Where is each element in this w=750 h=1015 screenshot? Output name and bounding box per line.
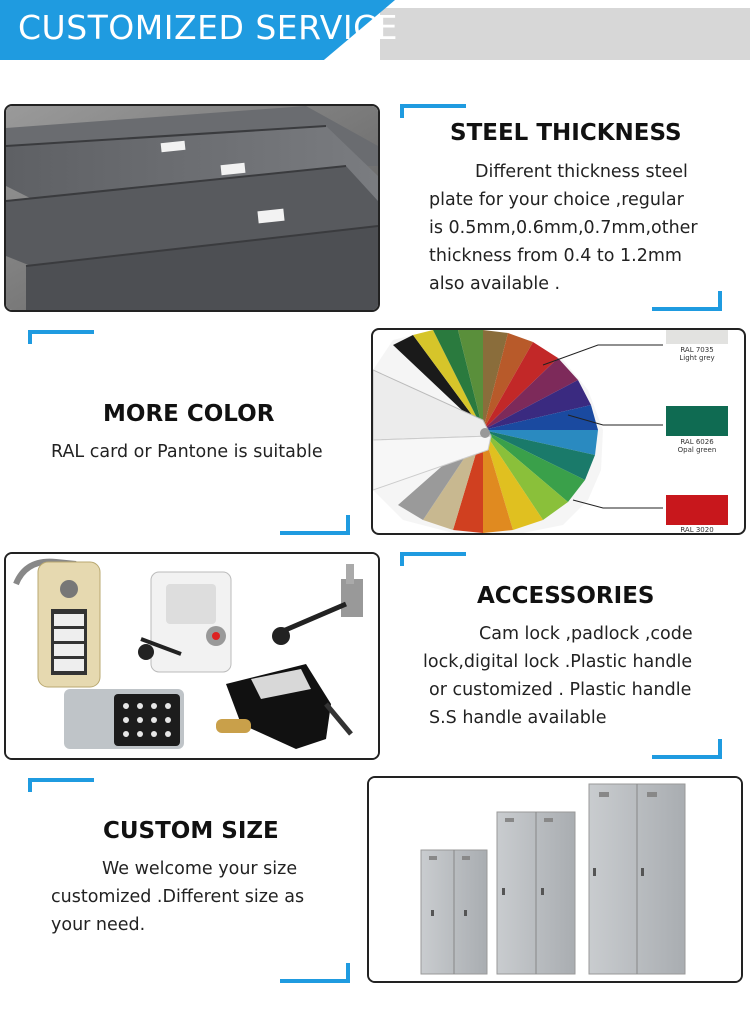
corner-bracket-top (400, 552, 466, 566)
section-text-steel (429, 158, 698, 298)
plastic-handle (138, 572, 231, 672)
text-line: thickness from 0.4 to 1.2mm (429, 246, 682, 266)
text-line: customized .Different size as (51, 887, 305, 907)
swatch-code: RAL 7035 (680, 346, 714, 354)
corner-bracket-bottom (652, 739, 722, 759)
text-line: Different thickness steel (475, 162, 688, 182)
text-line: lock,digital lock .Plastic handle (423, 652, 693, 672)
section-text-size (51, 855, 304, 939)
section-text-accessories (423, 620, 693, 732)
swatch-caption (666, 526, 728, 534)
corner-bracket-top (28, 330, 94, 344)
section-title-color: MORE COLOR (103, 401, 275, 427)
text-line: Cam lock ,padlock ,code (479, 624, 693, 644)
digital-lock (64, 689, 184, 749)
locker-small (421, 850, 487, 974)
swatch-caption (666, 346, 728, 362)
corner-bracket-bottom (280, 515, 350, 535)
swatch-name: Light grey (679, 354, 715, 362)
header-grey-band (380, 8, 750, 60)
swatch-code: RAL 6026 (680, 438, 714, 446)
swatch-ral-7035 (666, 330, 728, 344)
accessories-image (4, 552, 380, 760)
page-title: CUSTOMIZED SERVICE (18, 8, 398, 47)
section-title-size: CUSTOM SIZE (103, 818, 279, 844)
text-line: We welcome your size (102, 859, 298, 879)
corner-bracket-bottom (652, 291, 722, 311)
locker-medium (497, 812, 575, 974)
swatch-ral-3020 (666, 495, 728, 525)
swatch-ral-6026 (666, 406, 728, 436)
text-line: or customized . Plastic handle (429, 680, 692, 700)
section-title-accessories: ACCESSORIES (477, 583, 655, 609)
corner-bracket-top (400, 104, 466, 118)
text-line: your need. (51, 915, 146, 935)
text-line: RAL card or Pantone is suitable (51, 442, 323, 462)
text-line: is 0.5mm,0.6mm,0.7mm,other (429, 218, 698, 238)
corner-bracket-bottom (280, 963, 350, 983)
corner-bracket-top (28, 778, 94, 792)
swatch-code: RAL 3020 (680, 526, 714, 534)
section-title-steel: STEEL THICKNESS (450, 120, 682, 146)
swatch-caption (666, 438, 728, 454)
lockers-image (367, 776, 743, 983)
swatch-name: Opal green (677, 446, 717, 454)
text-line: plate for your choice ,regular (429, 190, 684, 210)
steel-plates-image (4, 104, 380, 312)
text-line: S.S handle available (429, 708, 607, 728)
text-line: also available . (429, 274, 561, 294)
ral-color-fan-image (371, 328, 746, 535)
locker-tall (589, 784, 685, 974)
section-text-color (51, 438, 323, 466)
